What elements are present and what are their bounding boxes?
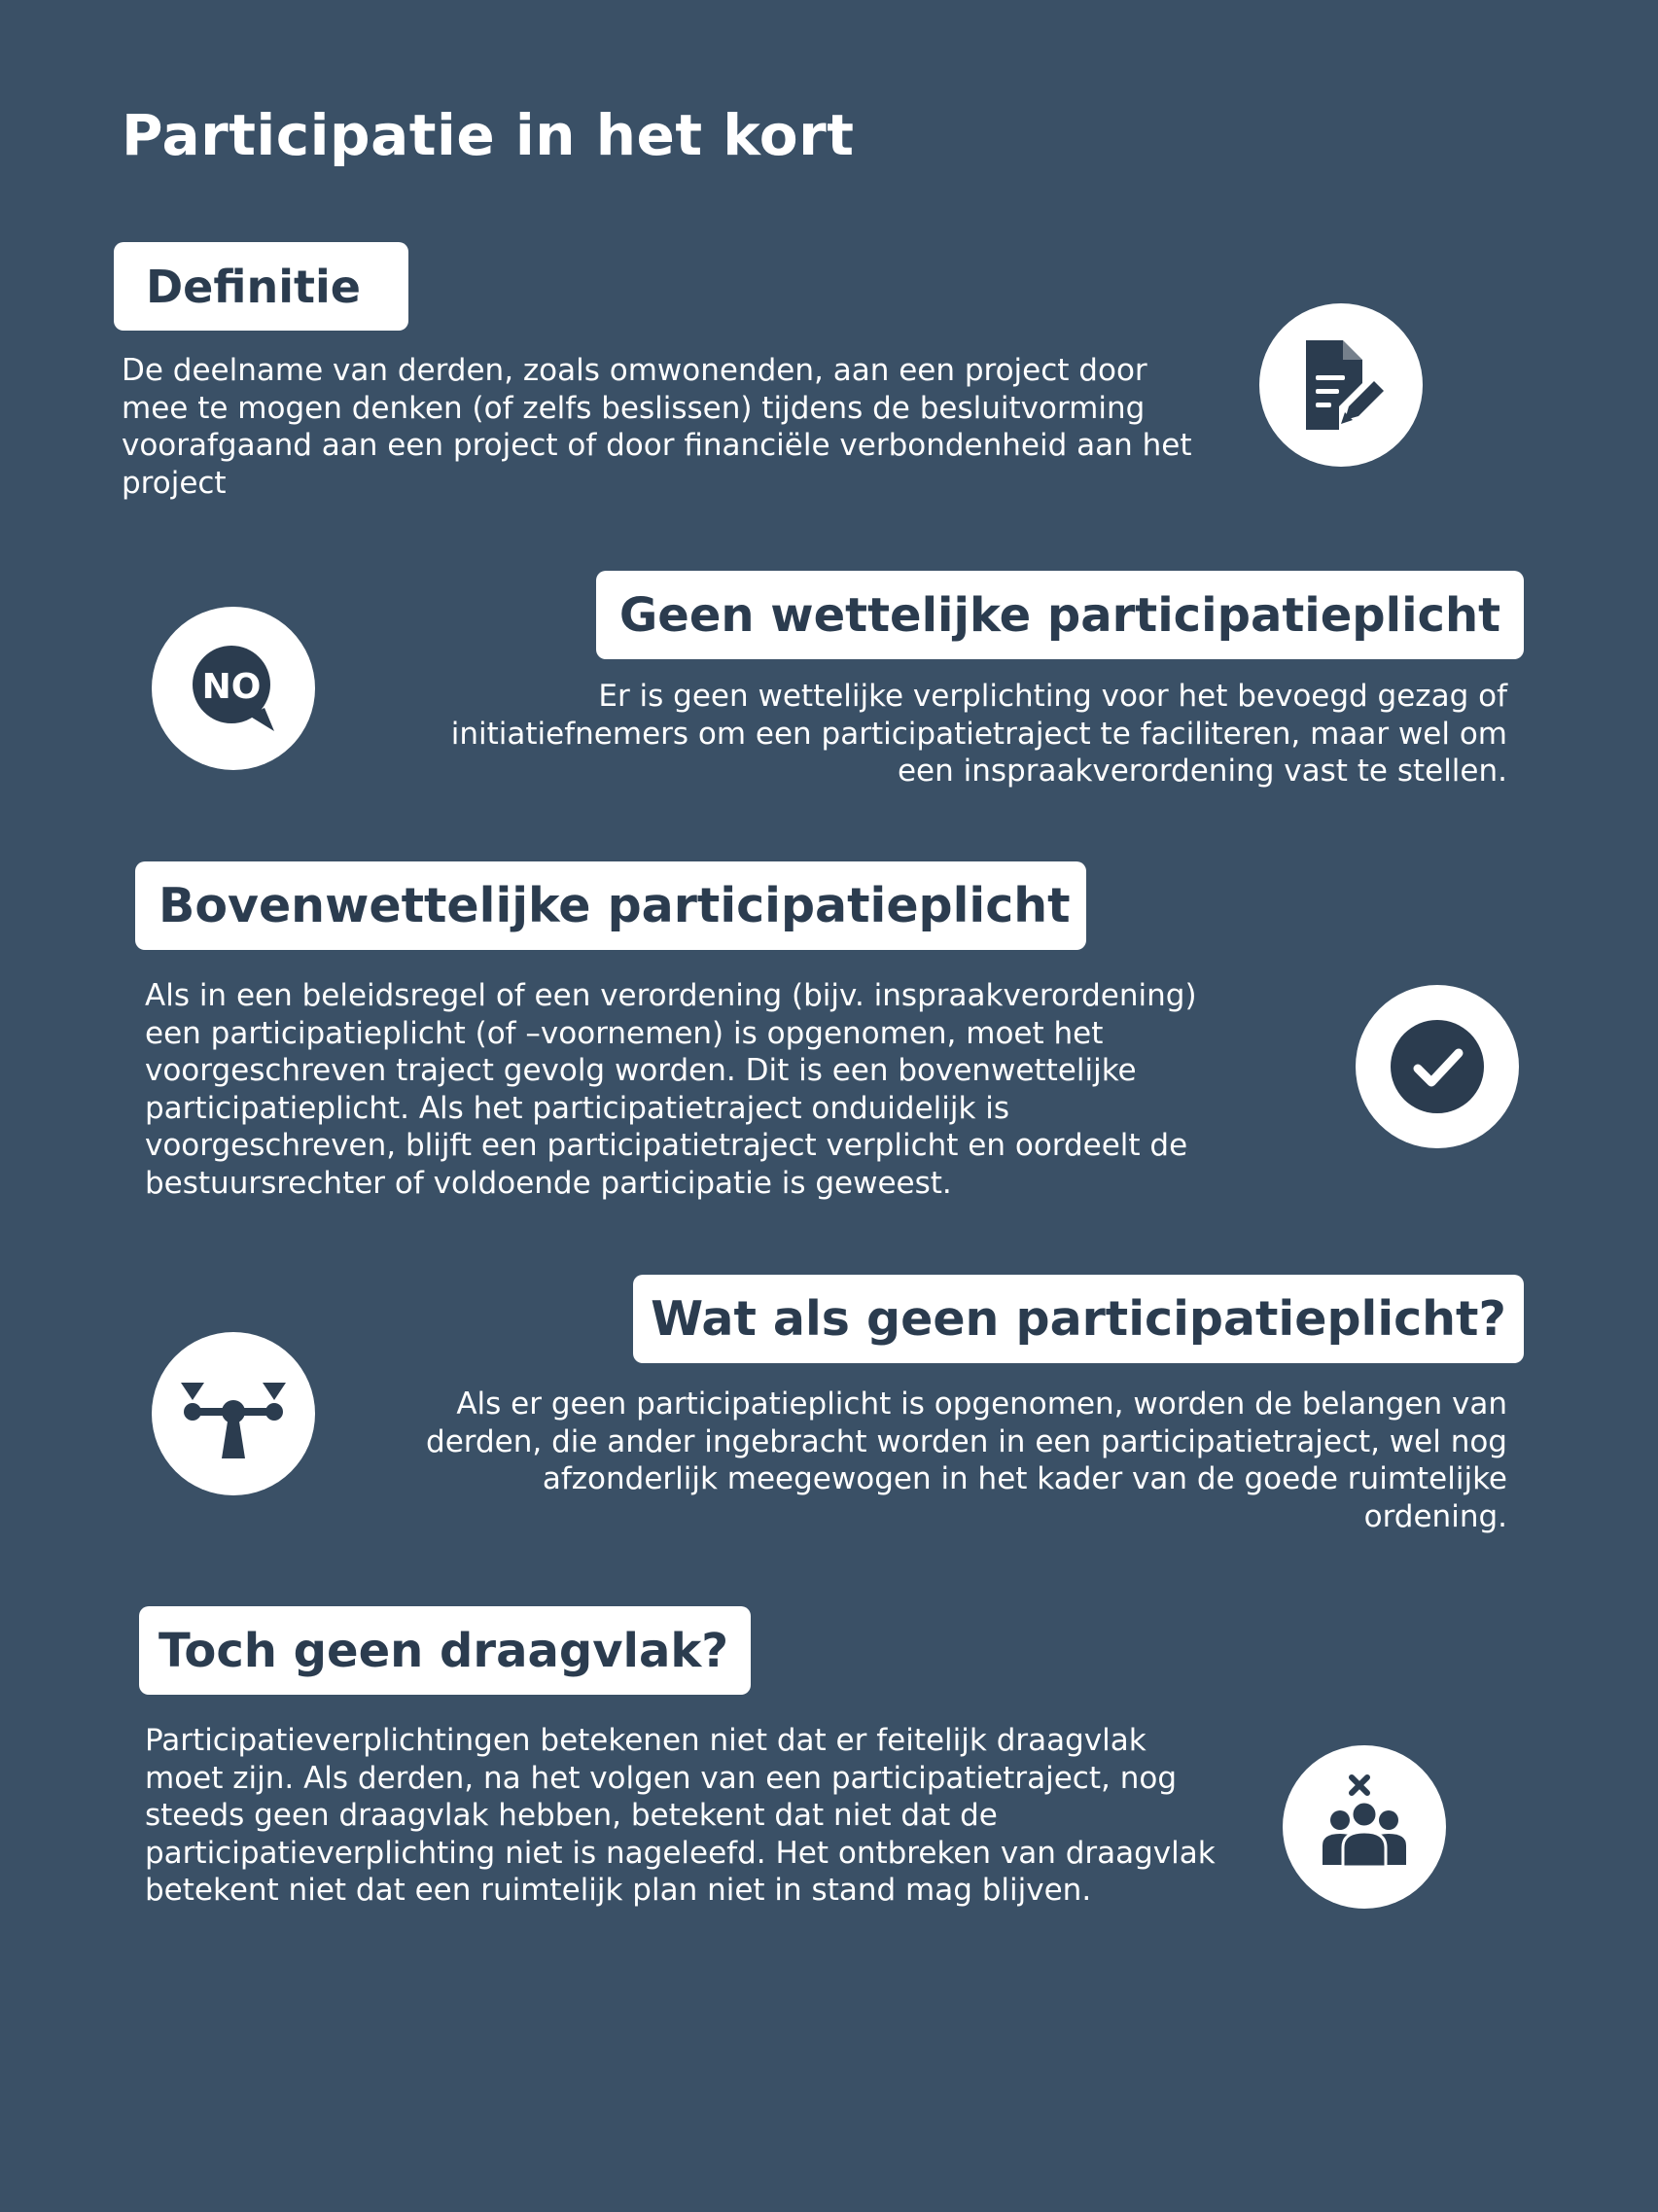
- heading-geen-wettelijke: [596, 571, 1524, 659]
- heading-wat-als-label: Wat als geen participatieplicht?: [651, 1291, 1506, 1347]
- document-edit-icon: [1292, 336, 1390, 434]
- body-geen-wettelijke: Er is geen wettelijke verplichting voor het bevoegd gezag of initiatiefnemers om een participatietraject te faciliteren, maar wel om een inspraakverordening vast te stellen.: [450, 679, 1507, 789]
- icon-circle-wat-als: [152, 1332, 315, 1495]
- icon-circle-geen-wettelijke: [152, 607, 315, 770]
- checkmark-icon: [1389, 1018, 1486, 1115]
- body-toch-geen: Participatieverplichtingen betekenen niet dat er feitelijk draagvlak moet zijn. Als derden, na het volgen van een participatietraject, nog steeds geen draagvlak hebben, betekent dat niet dat de participatieverplichting niet is nageleefd. Het ontbreken van draagvlak betekent niet dat een ruimtelijk plan niet in stand mag blijven.: [145, 1723, 1216, 1908]
- body-wat-als: Als er geen participatieplicht is opgenomen, worden de belangen van derden, die ander ingebracht worden in een participatietraject, wel nog afzonderlijk meegewogen in het kader van de goede ruimtelijke ordening.: [426, 1387, 1507, 1534]
- heading-definitie: [114, 242, 408, 331]
- heading-bovenwettelijke: [135, 861, 1086, 950]
- no-icon-text: NO: [201, 667, 262, 707]
- heading-wat-als: [633, 1275, 1524, 1363]
- balance-scale-icon: [175, 1365, 292, 1462]
- icon-circle-definitie: [1259, 303, 1423, 467]
- group-rejected-icon: [1311, 1773, 1418, 1880]
- heading-definitie-label: Definitie: [146, 260, 361, 313]
- heading-geen-wettelijke-label: Geen wettelijke participatieplicht: [618, 587, 1501, 643]
- no-speech-bubble-icon: [185, 640, 282, 737]
- heading-toch-geen: [139, 1606, 751, 1695]
- heading-bovenwettelijke-label: Bovenwettelijke participatieplicht: [159, 878, 1071, 933]
- heading-toch-geen-label: Toch geen draagvlak?: [159, 1623, 729, 1678]
- body-definitie: De deelname van derden, zoals omwonenden, aan een project door mee te mogen denken (of zelfs beslissen) tijdens de besluitvorming voorafgaand aan een project of door financiële verbondenheid aan het project: [122, 353, 1192, 501]
- icon-circle-bovenwettelijke: [1356, 985, 1519, 1148]
- icon-circle-toch-geen: [1283, 1745, 1446, 1909]
- body-bovenwettelijke: Als in een beleidsregel of een verordening (bijv. inspraakverordening) een participatieplicht (of –voornemen) is opgenomen, moet het voorgeschreven traject gevolg worden. Dit is een bovenwettelijke participatieplicht. Als het participatietraject onduidelijk is voorgeschreven, blijft een participatietraject verplicht en oordeelt de bestuursrechter of voldoende participatie is geweest.: [145, 978, 1197, 1201]
- page-title: Participatie in het kort: [122, 102, 855, 168]
